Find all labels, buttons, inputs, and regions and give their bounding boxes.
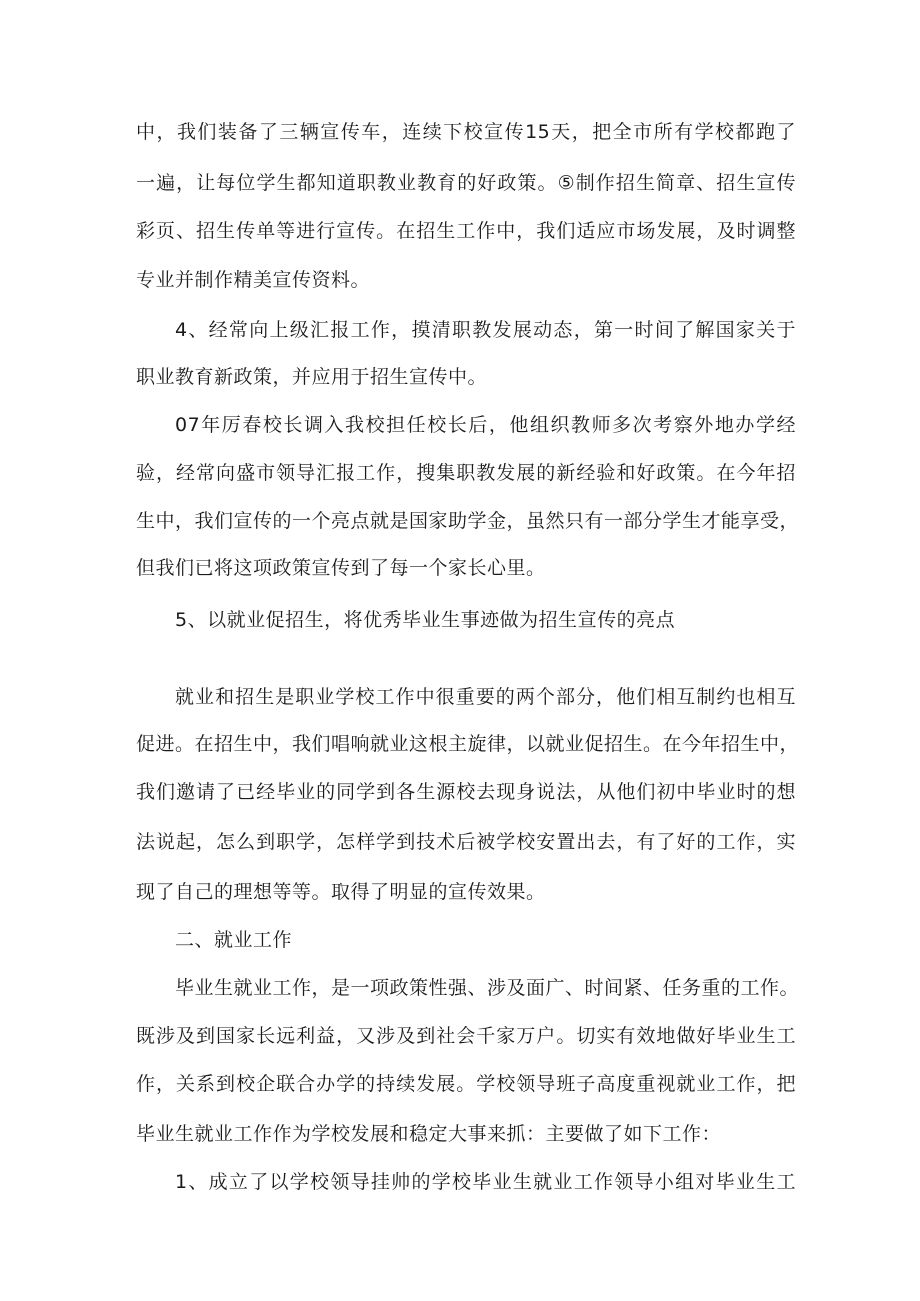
paragraph-line: 毕业生就业工作作为学校发展和稳定大事来抓：主要做了如下工作：: [136, 1123, 722, 1145]
paragraph-line: 1、成立了以学校领导挂帅的学校毕业生就业工作领导小组对毕业生工: [175, 1171, 796, 1193]
section-heading: 5、以就业促招生，将优秀毕业生事迹做为招生宣传的亮点: [175, 609, 676, 631]
paragraph-line: 我们邀请了已经毕业的同学到各生源校去现身说法，从他们初中毕业时的想: [136, 781, 796, 803]
paragraph-line: 作，关系到校企联合办学的持续发展。学校领导班子高度重视就业工作，把: [136, 1073, 796, 1095]
paragraph-line: 07年厉春校长调入我校担任校长后，他组织教师多次考察外地办学经: [175, 414, 796, 436]
paragraph-line: 4、经常向上级汇报工作，摸清职教发展动态，第一时间了解国家关于: [175, 319, 796, 341]
paragraph-line: 彩页、招生传单等进行宣传。在招生工作中，我们适应市场发展，及时调整: [136, 220, 796, 242]
paragraph-line: 生中，我们宣传的一个亮点就是国家助学金，虽然只有一部分学生才能享受，: [136, 510, 800, 532]
paragraph-line: 法说起，怎么到职学，怎样学到技术后被学校安置出去，有了好的工作，实: [136, 831, 796, 853]
paragraph-line: 毕业生就业工作，是一项政策性强、涉及面广、时间紧、任务重的工作。: [175, 977, 800, 999]
section-heading: 二、就业工作: [175, 929, 293, 951]
paragraph-line: 就业和招生是职业学校工作中很重要的两个部分，他们相互制约也相互: [175, 686, 796, 708]
paragraph-line: 既涉及到国家长远利益，又涉及到社会千家万户。切实有效地做好毕业生工: [136, 1025, 796, 1047]
paragraph-line: 中，我们装备了三辆宣传车，连续下校宣传15天，把全市所有学校都跑了: [136, 121, 796, 143]
paragraph-line: 现了自己的理想等等。取得了明显的宣传效果。: [136, 881, 546, 903]
paragraph-line: 一遍，让每位学生都知道职教业教育的好政策。⑤制作招生简章、招生宣传: [136, 172, 796, 194]
paragraph-line: 促进。在招生中，我们唱响就业这根主旋律，以就业促招生。在今年招生中，: [136, 733, 800, 755]
paragraph-line: 但我们已将这项政策宣传到了每一个家长心里。: [136, 557, 546, 579]
paragraph-line: 验，经常向盛市领导汇报工作，搜集职教发展的新经验和好政策。在今年招: [136, 462, 796, 484]
paragraph-line: 职业教育新政策，并应用于招生宣传中。: [136, 366, 488, 388]
paragraph-line: 专业并制作精美宣传资料。: [136, 269, 371, 291]
